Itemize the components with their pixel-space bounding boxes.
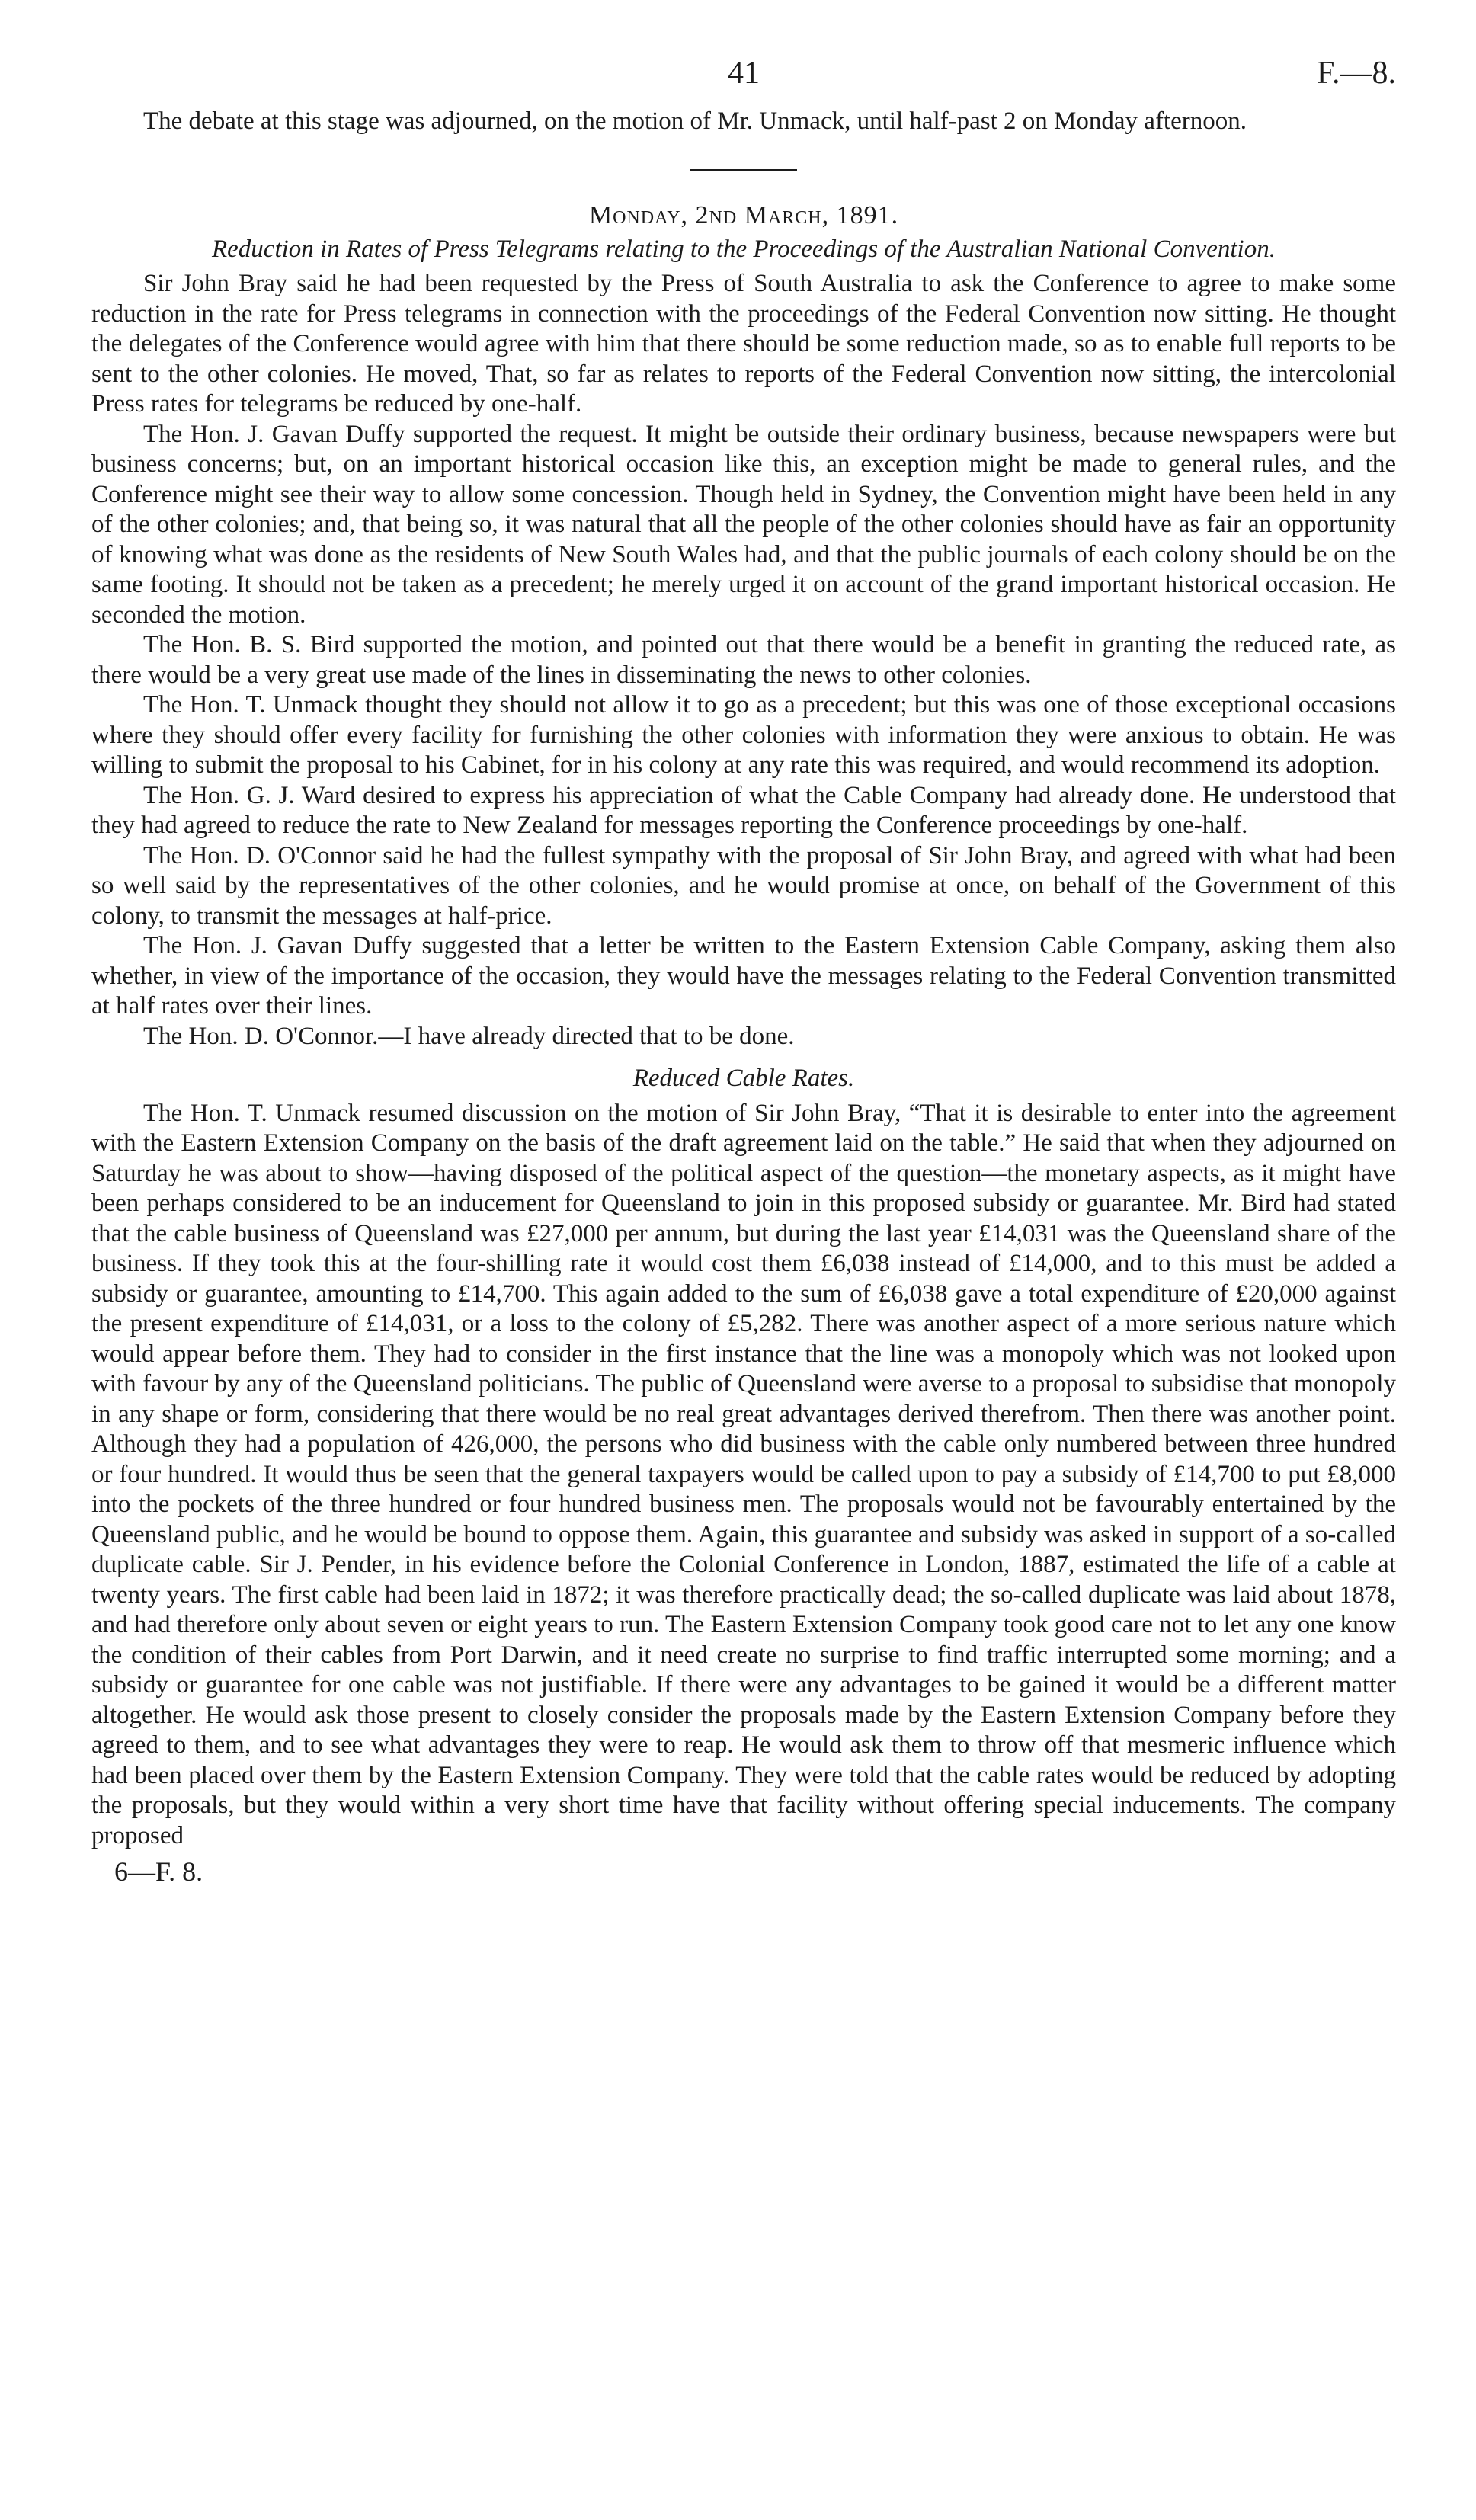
- paragraph: The Hon. G. J. Ward desired to express his appreciation of what the Cable Company had already done. He understood that they had agreed to reduce the rate to New Zealand for messages reporting the Conference proceedings by one-half.: [91, 781, 1396, 839]
- section-heading-press-telegrams: Reduction in Rates of Press Telegrams relating to the Proceedings of the Australian National Convention.: [212, 235, 1276, 263]
- document-page: [91, 46, 1396, 1888]
- paragraph: Sir John Bray said he had been requested by the Press of South Australia to ask the Conference to agree to make some reduction in the rate for Press telegrams in connection with the proceedings of the Federal Convention now sitting. He thought the delegates of the Conference would agree with him that there should be some reduction made, so as to enable full reports to be sent to the other colonies. He moved, That, so far as relates to reports of the Federal Convention now sitting, the intercolonial Press rates for telegrams be reduced by one-half.: [91, 270, 1396, 418]
- section-divider: [690, 169, 797, 171]
- document-reference: F.—8.: [1317, 56, 1396, 91]
- paragraph: The Hon. D. O'Connor.—I have already directed that to be done.: [143, 1022, 795, 1050]
- page-header: [91, 46, 1396, 107]
- paragraph: The Hon. J. Gavan Duffy suggested that a letter be written to the Eastern Extension Cable Company, asking them also whether, in view of the importance of the occasion, they would have the messages relating to the Federal Convention transmitted at half rates over their lines.: [91, 932, 1396, 1020]
- date-heading: Monday, 2nd March, 1891.: [588, 200, 899, 229]
- paragraph: The Hon. T. Unmack resumed discussion on the motion of Sir John Bray, “That it is desirable to enter into the agreement with the Eastern Extension Company on the basis of the draft agreement laid on the table.” He said that when they adjourned on Saturday he was about to show—having disposed of the political aspect of the question—the monetary aspects, as it might have been perhaps considered to be an inducement for Queensland to join in this proposed subsidy or guarantee. Mr. Bird had stated that the cable business of Queensland was £27,000 per annum, but during the last year £14,031 was the Queensland share of the business. If they took this at the four-shilling rate it would cost them £6,038 instead of £14,000, and to this must be added a subsidy or guarantee, amounting to £14,700. This again added to the sum of £6,038 gave a total expenditure of £20,000 against the present expenditure of £14,031, or a loss to the colony of £5,282. There was another aspect of a more serious nature which would appear before them. They had to consider in the first instance that the line was a monopoly which was not looked upon with favour by any of the Queensland politicians. The public of Queensland were averse to a proposal to subsidise that monopoly in any shape or form, considering that there would be no real great advantages derived therefrom. Then there was another point. Although they had a population of 426,000, the persons who did business with the cable only numbered between three hundred or four hundred. It would thus be seen that the general taxpayers would be called upon to pay a subsidy of £14,700 to put £8,000 into the pockets of the three hundred or four hundred business men. The proposals would not be favourably entertained by the Queensland public, and he would be bound to oppose them. Again, this guarantee and subsidy was asked in support of a so-called duplicate cable. Sir J. Pender, in his evidence before the Colonial Conference in London, 1887, estimated the life of a cable at twenty years. The first cable had been laid in 1872; it was therefore practically dead; the so-called duplicate was laid about 1878, and had therefore only about seven or eight years to run. The Eastern Extension Company took good care not to let any one know the condition of their cables from Port Darwin, and it need create no surprise to find traffic interrupted some morning; and a subsidy or guarantee for one cable was not justifiable. If there were any advantages to be gained it would be a different matter altogether. He would ask those present to closely consider the proposals made by the Eastern Extension Company before they agreed to them, and to see what advantages they were to reap. He would ask them to throw off that mesmeric influence which had been placed over them by the Eastern Extension Company. They were told that the cable rates would be reduced by adopting the proposals, but they would within a very short time have that facility without offering special inducements. The company proposed: [91, 1099, 1396, 1849]
- signature-mark: 6—F. 8.: [114, 1856, 203, 1887]
- section-heading-cable-rates: Reduced Cable Rates.: [632, 1065, 855, 1092]
- section-body-cable-rates: [91, 1099, 1396, 1852]
- paragraph: The Hon. D. O'Connor said he had the fullest sympathy with the proposal of Sir John Bray, and agreed with what had been so well said by the representatives of the other colonies, and he would promise at once, on behalf of the Government of this colony, to transmit the messages at half-price.: [91, 841, 1396, 930]
- page-number: 41: [728, 56, 760, 91]
- paragraph: The Hon. J. Gavan Duffy supported the request. It might be outside their ordinary business, because newspapers were but business concerns; but, on an important historical occasion like this, an exception might be made to general rules, and the Conference might see their way to allow some concession. Though held in Sydney, the Convention might have been held in any of the other colonies; and, that being so, it was natural that all the people of the other colonies should have as fair an opportunity of knowing what was done as the residents of New South Wales had, and that the public journals of each colony should be on the same footing. It should not be taken as a precedent; he merely urged it on account of the grand important historical occasion. He seconded the motion.: [91, 420, 1396, 629]
- section-body-press-telegrams: [91, 269, 1396, 1052]
- paragraph: The Hon. B. S. Bird supported the motion, and pointed out that there would be a benefit in granting the reduced rate, as there would be a very great use made of the lines in disseminating the news to other colonies.: [91, 631, 1396, 689]
- paragraph: The Hon. T. Unmack thought they should not allow it to go as a precedent; but this was one of those exceptional occasions where they should offer every facility for furnishing the other colonies with information they were anxious to obtain. He was willing to submit the proposal to his Cabinet, for in his colony at any rate this was required, and would recommend its adoption.: [91, 691, 1396, 779]
- intro-paragraph: The debate at this stage was adjourned, on the motion of Mr. Unmack, until half-past 2 on Monday afternoon.: [143, 107, 1247, 135]
